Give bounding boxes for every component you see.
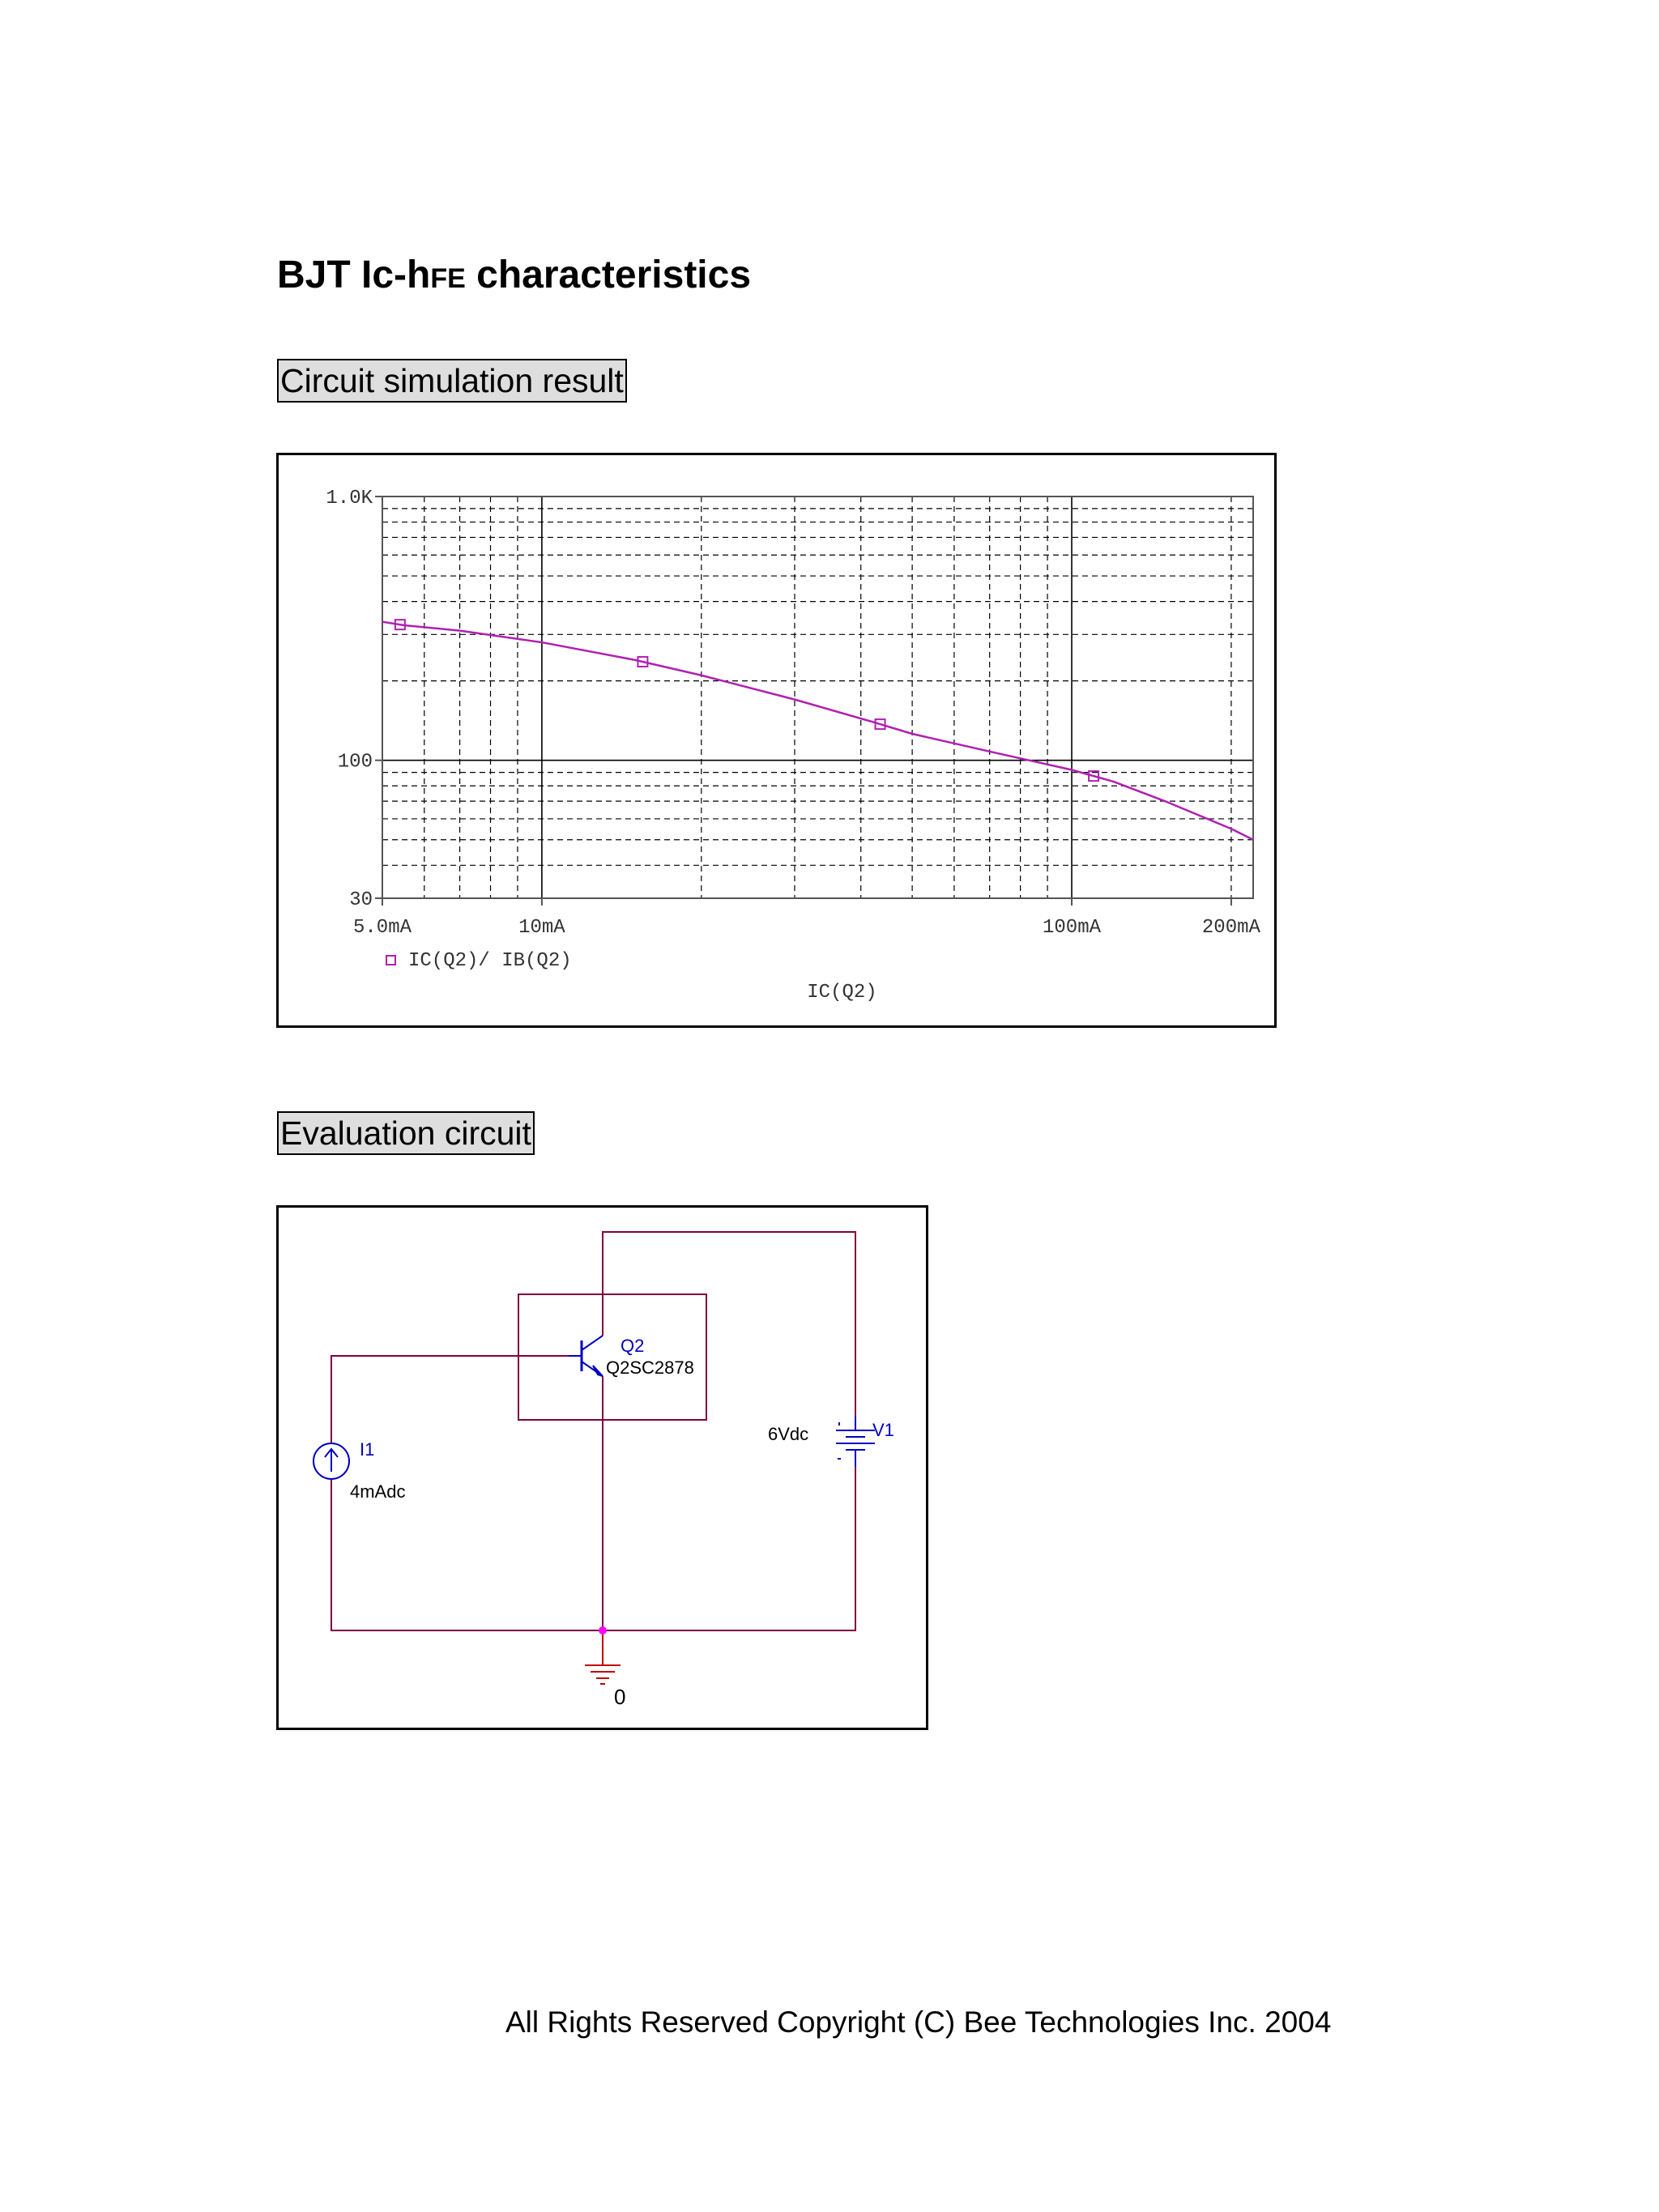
series-line — [382, 622, 1253, 840]
wire-collector-to-v1 — [603, 1232, 855, 1417]
chart-grid — [382, 497, 1253, 898]
chart-axes — [375, 497, 1253, 906]
q2-collector — [582, 1336, 603, 1350]
y-tick-label: 1.0K — [326, 488, 373, 509]
chart-frame — [276, 453, 1277, 1028]
x-tick-label: 10mA — [518, 917, 565, 939]
x-tick-label: 5.0mA — [352, 917, 412, 939]
section-label-evaluation: Evaluation circuit — [277, 1111, 535, 1155]
i1-ref-label: I1 — [360, 1439, 375, 1460]
q2-model-label: Q2SC2878 — [606, 1357, 694, 1378]
wire-emitter-to-ground — [603, 1376, 855, 1630]
x-tick-label: 200mA — [1201, 917, 1260, 939]
q2-ref-label: Q2 — [621, 1336, 645, 1356]
ground-junction-dot — [599, 1626, 607, 1634]
page-title: BJT Ic-hFE characteristics — [277, 254, 752, 296]
wire-base-to-i1 — [331, 1356, 569, 1444]
section-label-simulation: Circuit simulation result — [277, 359, 627, 403]
y-tick-label: 30 — [349, 889, 373, 911]
y-tick-label: 100 — [337, 751, 373, 774]
copyright-footer: All Rights Reserved Copyright (C) Bee Technologies Inc. 2004 — [505, 2005, 1332, 2039]
evaluation-circuit — [279, 1208, 926, 1728]
x-tick-label: 100mA — [1043, 917, 1102, 939]
ground-node-label: 0 — [614, 1685, 626, 1709]
legend-label: IC(Q2)/ IB(Q2) — [408, 950, 572, 972]
circuit-frame — [276, 1205, 928, 1730]
i1-value-label: 4mAdc — [350, 1481, 406, 1502]
chart-series — [382, 620, 1253, 840]
wire-i1-to-ground — [331, 1479, 603, 1630]
chart-labels — [326, 488, 1260, 1004]
plot-border — [382, 497, 1253, 898]
x-axis-label: IC(Q2) — [807, 982, 877, 1004]
v1-ref-label: V1 — [872, 1420, 894, 1440]
v1-value-label: 6Vdc — [768, 1424, 809, 1444]
legend-marker — [386, 956, 395, 965]
hfe-chart — [279, 455, 1274, 1025]
